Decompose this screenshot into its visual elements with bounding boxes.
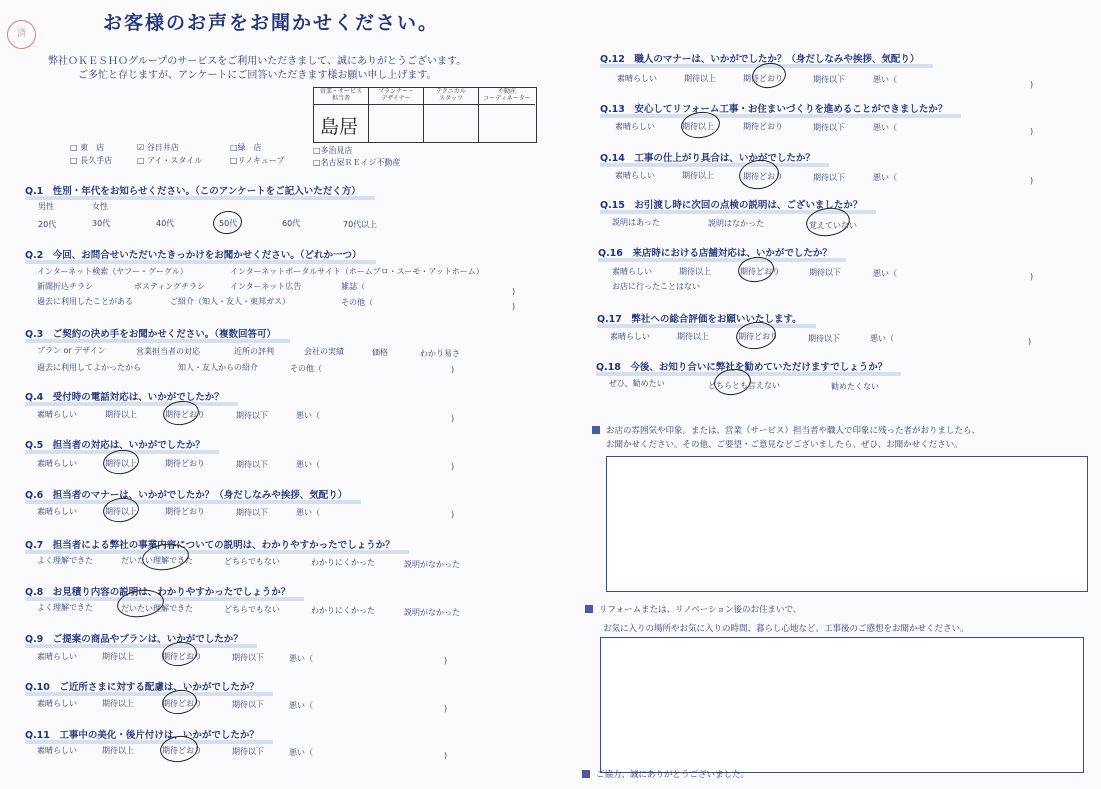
intro-line-2: ご多忙と存じますが、アンケートにご回答いただきます様お願い申し上げます。: [78, 70, 437, 81]
q13-bad[interactable]: 悪い（: [873, 123, 897, 132]
free-comment-prompt-1: [592, 424, 980, 436]
q7-mostly[interactable]: だいたい理解できた: [121, 556, 193, 565]
q13-title: Q.13 安心してリフォーム工事・お住まいづくりを進めることができましたか？: [600, 101, 947, 115]
q3-past-use[interactable]: 過去に利用してよかったから: [37, 363, 141, 372]
q3-price[interactable]: 価格: [372, 348, 388, 357]
store-renocube[interactable]: □リノキューブ: [230, 156, 285, 165]
q10-below[interactable]: 期待以下: [232, 700, 264, 709]
staff-cell-technical[interactable]: [424, 104, 479, 142]
q5-bad[interactable]: 悪い（: [296, 460, 320, 469]
q16-bad[interactable]: 悪い（: [873, 269, 897, 278]
q1-age-60[interactable]: 60代: [282, 219, 301, 228]
q8-title: Q.8 お見積り内容の説明は、わかりやすかったでしょうか？: [25, 584, 290, 598]
answer-circle-q1: [212, 209, 244, 236]
q17-below[interactable]: 期待以下: [808, 334, 840, 343]
store-kasugai[interactable]: ☑ 谷日井店: [137, 143, 179, 152]
q5-below[interactable]: 期待以下: [236, 460, 268, 469]
q2-portal-site[interactable]: インターネットポータルサイト（ホームプロ・スーモ・アットホーム）: [230, 267, 484, 276]
q12-excellent[interactable]: 素晴らしい: [617, 74, 657, 83]
q12-above[interactable]: 期待以上: [684, 74, 716, 83]
q6-bad-close: ): [451, 510, 455, 519]
q7-understood-well[interactable]: よく理解できた: [37, 556, 93, 565]
free1-line1: お店の雰囲気や印象。または、営業（サービス）担当者や職人で印象に残った者がおりましたら、: [606, 426, 981, 436]
q5-excellent[interactable]: 素晴らしい: [37, 459, 77, 468]
q18-neutral[interactable]: どちらとも言えない: [708, 381, 780, 390]
q8-understood-well[interactable]: よく理解できた: [37, 603, 93, 612]
q13-above[interactable]: 期待以上: [682, 122, 714, 131]
q14-title: Q.14 工事の仕上がり具合は、いかがでしたか？: [600, 150, 815, 164]
q9-bad-close: ): [444, 656, 448, 665]
q7-neutral[interactable]: どちらでもない: [224, 557, 280, 566]
staff-header-sales: 営業・サービス 担当者: [314, 88, 369, 105]
store-nagakute[interactable]: □ 長久手店: [70, 156, 113, 165]
q2-other[interactable]: その他（: [341, 298, 373, 307]
q11-title: Q.11 工事中の美化・後片付けは、いかがでしたか？: [25, 727, 259, 741]
q18-not-recommend[interactable]: 勧めたくない: [831, 382, 879, 391]
store-midori[interactable]: □緑 店: [230, 143, 262, 152]
q15-title: Q.15 お引渡し時に次回の点検の説明は、ございましたか？: [600, 197, 862, 211]
q2-magazine-close: ): [512, 287, 516, 296]
store-tajimi[interactable]: □多治見店: [313, 146, 353, 155]
footer-thanks: [582, 768, 749, 780]
q4-as-expected[interactable]: 期待どおり: [165, 410, 205, 419]
q2-past-use[interactable]: 過去に利用したことがある: [37, 297, 133, 306]
q6-bad[interactable]: 悪い（: [296, 508, 320, 517]
q14-bad-close: ): [1030, 176, 1034, 185]
q14-above[interactable]: 期待以上: [682, 171, 714, 180]
q11-excellent[interactable]: 素晴らしい: [37, 746, 77, 755]
q3-plan-design[interactable]: プラン or デザイン: [37, 346, 106, 355]
q1-age-70[interactable]: 70代以上: [343, 220, 378, 229]
q8-mostly[interactable]: だいたい理解できた: [121, 604, 193, 613]
intro-line-1: 弊社ＯＫＥＳＨＯグループのサービスをご利用いただきまして、誠にありがとうございます。: [48, 56, 467, 67]
q18-recommend[interactable]: ぜひ、勧めたい: [609, 379, 665, 388]
q16-title: Q.16 来店時における店舗対応は、いかがでしたか？: [598, 245, 832, 259]
store-istyle[interactable]: □ アイ・スタイル: [137, 156, 203, 165]
q5-as-expected[interactable]: 期待どおり: [165, 459, 205, 468]
q6-as-expected[interactable]: 期待どおり: [165, 507, 205, 516]
q9-bad[interactable]: 悪い（: [289, 654, 313, 663]
q10-as-expected[interactable]: 期待どおり: [162, 699, 202, 708]
q4-above[interactable]: 期待以上: [105, 410, 137, 419]
q3-other[interactable]: その他（: [290, 364, 322, 373]
q4-bad-close: ): [451, 414, 455, 423]
handwritten-staff-name: 島居: [320, 116, 359, 138]
q3-friend-referral[interactable]: 知人・友人からの紹介: [178, 363, 258, 372]
staff-cell-sales[interactable]: [314, 104, 369, 142]
q6-below[interactable]: 期待以下: [236, 508, 268, 517]
q3-sales-staff[interactable]: 営業担当者の対応: [136, 347, 200, 356]
q10-bad-close: ): [444, 704, 448, 713]
q1-gender-male[interactable]: 男性: [38, 202, 54, 211]
q5-bad-close: ): [451, 462, 455, 471]
q10-excellent[interactable]: 素晴らしい: [37, 699, 77, 708]
q16-below[interactable]: 期待以下: [809, 268, 841, 277]
staff-header-planner: プランナー・ デザイナー: [369, 88, 424, 105]
q9-below[interactable]: 期待以下: [232, 653, 264, 662]
free-comment-box-2[interactable]: [600, 637, 1084, 773]
q17-bad-close: ): [1028, 337, 1032, 346]
q1-gender-female[interactable]: 女性: [92, 202, 108, 211]
q3-reputation[interactable]: 近所の評判: [234, 347, 274, 356]
q3-title: Q.3 ご契約の決め手をお聞かせください。（複数回答可）: [25, 326, 276, 340]
q9-as-expected[interactable]: 期待どおり: [162, 652, 202, 661]
q4-bad[interactable]: 悪い（: [296, 411, 320, 420]
q16-above[interactable]: 期待以上: [679, 267, 711, 276]
q4-excellent[interactable]: 素晴らしい: [37, 410, 77, 419]
q14-bad[interactable]: 悪い（: [873, 173, 897, 182]
q10-title: Q.10 ご近所さまに対する配慮は、いかがでしたか？: [25, 679, 259, 693]
q4-below[interactable]: 期待以下: [236, 411, 268, 420]
q6-above[interactable]: 期待以上: [105, 507, 137, 516]
q5-title: Q.5 担当者の対応は、いかがでしたか？: [25, 437, 205, 451]
q11-as-expected[interactable]: 期待どおり: [162, 746, 202, 755]
q7-unclear[interactable]: わかりにくかった: [311, 558, 375, 567]
q14-as-expected[interactable]: 期待どおり: [743, 172, 783, 181]
staff-table: [313, 87, 537, 143]
q17-title: Q.17 弊社への総合評価をお願いいたします。: [597, 311, 802, 325]
q16-as-expected[interactable]: 期待どおり: [740, 267, 780, 276]
free-comment-prompt-2: [585, 603, 801, 615]
q15-explained[interactable]: 説明はあった: [612, 218, 660, 227]
q10-bad[interactable]: 悪い（: [289, 701, 313, 710]
bullet-icon: [582, 770, 590, 778]
q12-below[interactable]: 期待以下: [813, 75, 845, 84]
q15-not-remember[interactable]: 覚えていない: [809, 221, 857, 230]
staff-header-technical: テクニカル スタッフ: [424, 88, 479, 105]
q1-age-40[interactable]: 40代: [156, 219, 175, 228]
q1-age-50[interactable]: 50代: [219, 219, 238, 228]
q8-unclear[interactable]: わかりにくかった: [311, 606, 375, 615]
q2-web-ad[interactable]: インターネット広告: [230, 282, 302, 291]
q1-title: Q.1 性別・年代をお知らせください。（このアンケートをご記入いただく方）: [25, 183, 361, 197]
q12-title: Q.12 職人のマナーは、いかがでしたか？（身だしなみや挨拶、気配り）: [600, 51, 919, 65]
q2-magazine[interactable]: 雑誌（: [341, 282, 365, 291]
q8-neutral[interactable]: どちらでもない: [224, 605, 280, 614]
q5-above[interactable]: 期待以上: [105, 459, 137, 468]
q17-as-expected[interactable]: 期待どおり: [738, 332, 778, 341]
q7-no-explanation[interactable]: 説明がなかった: [404, 560, 460, 569]
q3-other-close: ): [451, 365, 455, 374]
bullet-icon: [585, 605, 593, 613]
q6-excellent[interactable]: 素晴らしい: [37, 507, 77, 516]
q17-bad[interactable]: 悪い（: [870, 334, 894, 343]
free-comment-box-1[interactable]: [606, 456, 1088, 592]
q16-never-visited[interactable]: お店に行ったことはない: [612, 282, 700, 291]
staff-cell-planner[interactable]: [369, 104, 424, 142]
q18-title: Q.18 今後、お知り合いに弊社を勧めていただけますでしょうか？: [596, 359, 887, 373]
q11-bad-close: ): [444, 751, 448, 760]
q14-excellent[interactable]: 素晴らしい: [615, 171, 655, 180]
q1-age-20[interactable]: 20代: [38, 220, 57, 229]
q11-above[interactable]: 期待以上: [102, 746, 134, 755]
q7-title: Q.7 担当者による弊社の事業内容についての説明は、わかりやすかったでしょうか？: [25, 537, 395, 551]
staff-header-realestate: 不動産 コーディネーター: [479, 88, 535, 105]
free1-line2: お聞かせください。その他、ご要望・ご意見などございましたら、ぜひ、お聞かせください。: [606, 440, 963, 450]
q11-below[interactable]: 期待以下: [232, 747, 264, 756]
q2-posting[interactable]: ポスティングチラシ: [134, 282, 206, 291]
q3-clarity[interactable]: わかり易さ: [420, 349, 460, 358]
q1-age-30[interactable]: 30代: [92, 219, 111, 228]
staff-cell-realestate[interactable]: [479, 104, 535, 142]
q13-below[interactable]: 期待以下: [813, 123, 845, 132]
q13-excellent[interactable]: 素晴らしい: [615, 122, 655, 131]
q13-bad-close: ): [1030, 127, 1034, 136]
q4-title: Q.4 受付時の電話対応は、いかがでしたか？: [25, 389, 224, 403]
q12-as-expected[interactable]: 期待どおり: [743, 74, 783, 83]
q9-above[interactable]: 期待以上: [102, 652, 134, 661]
q2-newspaper[interactable]: 新聞折込チラシ: [37, 282, 93, 291]
footer-text: ご協力、誠にありがとうございました。: [596, 770, 750, 780]
q14-below[interactable]: 期待以下: [813, 173, 845, 182]
free2-line1: リフォームまたは、リノベーション後のお住まいで、: [599, 605, 802, 615]
q2-web-search[interactable]: インターネット検索（ヤフー・グーグル）: [37, 267, 188, 276]
q8-no-explanation[interactable]: 説明がなかった: [404, 608, 460, 617]
q3-company-record[interactable]: 会社の実績: [304, 347, 344, 356]
q9-excellent[interactable]: 素晴らしい: [37, 652, 77, 661]
q6-title: Q.6 担当者のマナーは、いかがでしたか？（身だしなみや挨拶、気配り）: [25, 487, 347, 501]
bullet-icon: [592, 426, 600, 434]
q17-excellent[interactable]: 素晴らしい: [610, 332, 650, 341]
q12-bad-close: ): [1030, 80, 1034, 89]
q12-bad[interactable]: 悪い（: [873, 75, 897, 84]
q10-above[interactable]: 期待以上: [102, 699, 134, 708]
q13-as-expected[interactable]: 期待どおり: [743, 122, 783, 131]
q17-above[interactable]: 期待以上: [677, 332, 709, 341]
q15-not-explained[interactable]: 説明はなかった: [708, 219, 764, 228]
page-title: お客様のお声をお聞かせください。: [103, 12, 440, 34]
approval-stamp: 済: [7, 20, 36, 49]
q2-other-close: ): [512, 302, 516, 311]
q9-title: Q.9 ご提案の商品やプランは、いかがでしたか？: [25, 631, 243, 645]
free2-line2: お気に入りの場所やお気に入りの時間、暮らし心地など、工事後のご感想をお聞かせください。: [603, 624, 969, 634]
store-higashi[interactable]: □ 東 店: [70, 143, 105, 152]
q2-referral[interactable]: ご紹介（知人・友人・東邦ガス）: [170, 297, 290, 306]
store-nagoya-estate[interactable]: □名古屋ＲＥイジ不動産: [313, 158, 401, 167]
q16-excellent[interactable]: 素晴らしい: [612, 267, 652, 276]
q2-title: Q.2 今回、お問合せいただいたきっかけをお聞かせください。（どれか一つ）: [25, 247, 362, 261]
q11-bad[interactable]: 悪い（: [289, 748, 313, 757]
q16-bad-close: ): [1030, 272, 1034, 281]
